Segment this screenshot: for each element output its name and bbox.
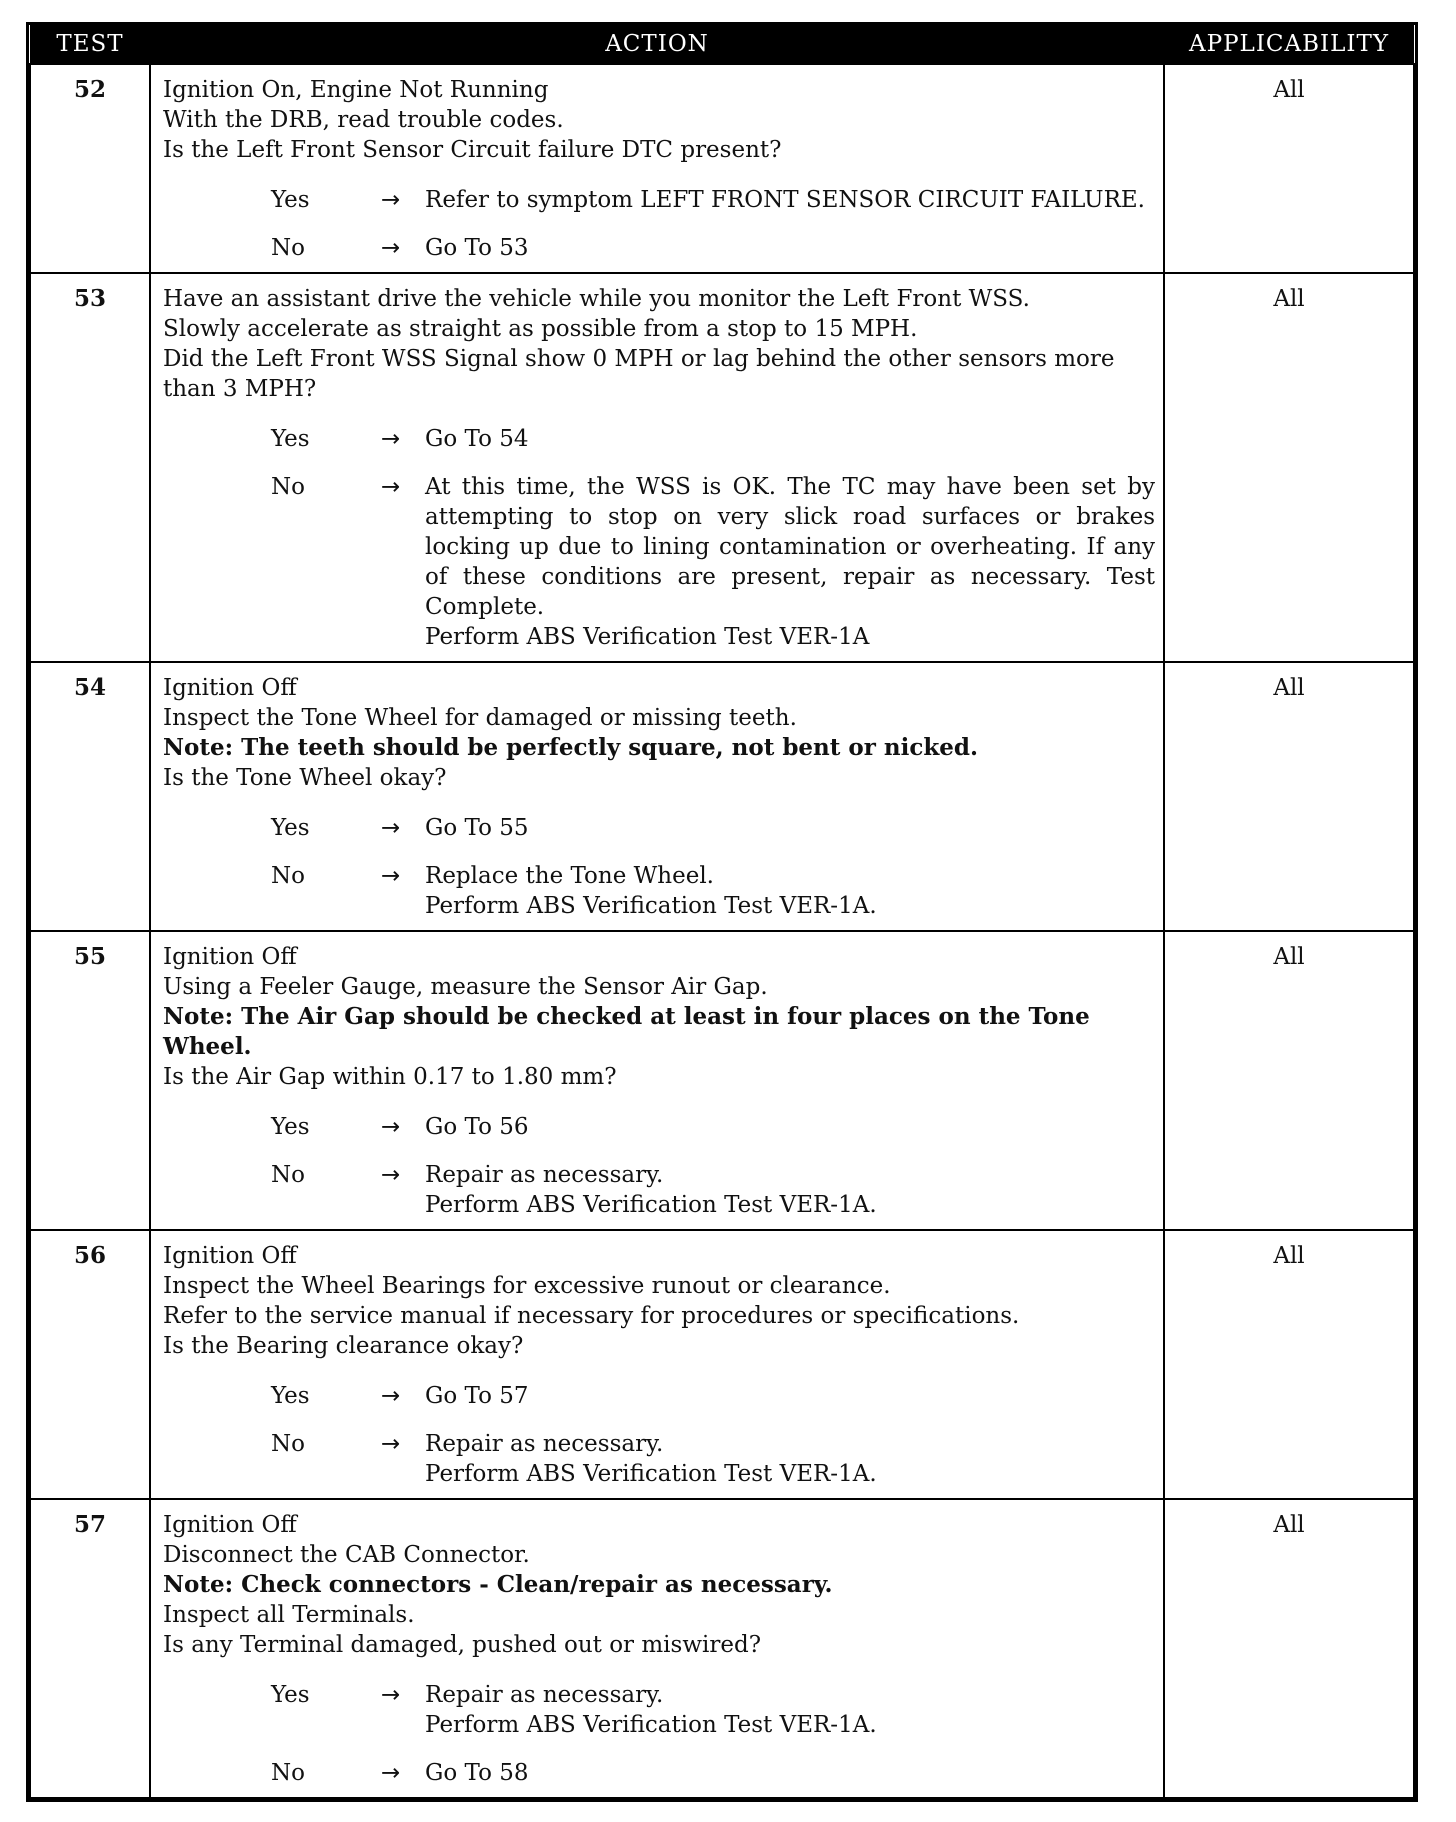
applicability-cell: All (1164, 273, 1414, 662)
response-no (163, 1429, 1155, 1489)
response-yes (163, 813, 1155, 843)
action-line: Slowly accelerate as straight as possible from a stop to 15 MPH. (163, 315, 918, 342)
action-line: Ignition Off (163, 943, 297, 970)
response-line: Go To 57 (425, 1383, 529, 1410)
response-line: Perform ABS Verification Test VER-1A. (425, 1711, 877, 1738)
response-label: No (271, 235, 305, 261)
table-row (30, 662, 1414, 931)
response-text (425, 424, 1155, 454)
action-line: Did the Left Front WSS Signal show 0 MPH or lag behind the other sensors more than 3 MPH? (163, 345, 1122, 402)
response-text (425, 1429, 1155, 1489)
response-text (425, 1112, 1155, 1142)
action-line: Is the Tone Wheel okay? (163, 765, 447, 792)
response-label: No (271, 863, 305, 890)
arrow-right-icon: → (381, 187, 401, 213)
action-line: Ignition Off (163, 675, 297, 702)
arrow-right-icon: → (381, 425, 401, 452)
response-text (425, 861, 1155, 921)
diagnostic-test-table (29, 25, 1415, 1799)
action-line: Inspect the Tone Wheel for damaged or missing teeth. (163, 705, 797, 732)
arrow-right-icon: → (381, 1113, 401, 1140)
action-cell (150, 64, 1164, 273)
response-label: Yes (271, 425, 310, 452)
response-line: Go To 53 (425, 235, 529, 261)
arrow-right-icon: → (381, 1759, 401, 1786)
action-cell (150, 1230, 1164, 1499)
response-line: Repair as necessary. (425, 1161, 664, 1188)
applicability-cell: All (1164, 1230, 1414, 1499)
action-line: Inspect all Terminals. (163, 1601, 415, 1628)
response-line: Perform ABS Verification Test VER-1A. (425, 1191, 877, 1218)
table-row (30, 931, 1414, 1230)
test-number: 56 (30, 1230, 150, 1499)
applicability-cell: All (1164, 64, 1414, 273)
response-label: Yes (271, 1681, 310, 1708)
action-line: Have an assistant drive the vehicle while you monitor the Left Front WSS. (163, 285, 1030, 312)
test-table-sheet (26, 22, 1418, 1802)
response-no (163, 233, 1155, 263)
response-no (163, 1160, 1155, 1220)
response-line: Refer to symptom LEFT FRONT SENSOR CIRCUIT FAILURE. (425, 187, 1145, 213)
action-line: Is any Terminal damaged, pushed out or miswired? (163, 1631, 762, 1658)
arrow-right-icon: → (381, 1383, 401, 1410)
header-applicability: APPLICABILITY (1164, 25, 1414, 64)
action-cell (150, 273, 1164, 662)
response-label: Yes (271, 1383, 310, 1410)
response-line: Repair as necessary. (425, 1681, 664, 1708)
applicability-cell: All (1164, 931, 1414, 1230)
response-line: At this time, the WSS is OK. The TC may have been set by attempting to stop on very slick road surfaces or brakes locking up due to lining contamination or overheating. If any of these conditions are present, repair as necessary. Test Complete. (425, 473, 1155, 620)
response-text (425, 1160, 1155, 1220)
test-number: 53 (30, 273, 150, 662)
header-action: ACTION (150, 25, 1164, 64)
response-line: Go To 58 (425, 1759, 529, 1786)
response-text (425, 1758, 1155, 1788)
action-line: Disconnect the CAB Connector. (163, 1541, 530, 1568)
test-number: 52 (30, 64, 150, 273)
action-line: Ignition Off (163, 1243, 297, 1270)
response-yes (163, 1680, 1155, 1740)
arrow-right-icon: → (381, 815, 401, 842)
response-no (163, 1758, 1155, 1788)
response-label: Yes (271, 187, 310, 213)
arrow-right-icon: → (381, 863, 401, 890)
action-note: Note: The Air Gap should be checked at least in four places on the Tone Wheel. (163, 1002, 1098, 1060)
response-yes (163, 424, 1155, 454)
action-line: Ignition Off (163, 1511, 297, 1538)
action-line: Is the Air Gap within 0.17 to 1.80 mm? (163, 1063, 617, 1090)
response-yes (163, 185, 1155, 215)
response-line: Go To 55 (425, 815, 529, 842)
arrow-right-icon: → (381, 235, 401, 261)
action-line: Inspect the Wheel Bearings for excessive runout or clearance. (163, 1273, 891, 1300)
response-text (425, 1381, 1155, 1411)
response-text (425, 185, 1155, 215)
applicability-cell: All (1164, 662, 1414, 931)
response-label: No (271, 473, 305, 500)
table-row (30, 1499, 1414, 1798)
test-number: 57 (30, 1499, 150, 1798)
test-number: 54 (30, 662, 150, 931)
table-row (30, 64, 1414, 273)
response-no (163, 861, 1155, 921)
action-line: Refer to the service manual if necessary for procedures or specifications. (163, 1303, 1020, 1330)
response-text (425, 472, 1155, 652)
response-line: Perform ABS Verification Test VER-1A. (425, 1461, 877, 1488)
arrow-right-icon: → (381, 1681, 401, 1708)
response-line: Go To 56 (425, 1113, 529, 1140)
table-row (30, 273, 1414, 662)
test-number: 55 (30, 931, 150, 1230)
response-line: Repair as necessary. (425, 1431, 664, 1458)
response-text (425, 1680, 1155, 1740)
action-cell (150, 662, 1164, 931)
response-label: No (271, 1431, 305, 1458)
action-line: Is the Left Front Sensor Circuit failure DTC present? (163, 137, 782, 163)
header-test: TEST (30, 25, 150, 64)
response-label: Yes (271, 1113, 310, 1140)
response-text (425, 813, 1155, 843)
applicability-cell: All (1164, 1499, 1414, 1798)
table-header-row (30, 25, 1414, 64)
action-line: With the DRB, read trouble codes. (163, 107, 564, 133)
response-line: Perform ABS Verification Test VER-1A (425, 623, 870, 650)
response-yes (163, 1112, 1155, 1142)
response-yes (163, 1381, 1155, 1411)
response-no (163, 472, 1155, 652)
table-row (30, 1230, 1414, 1499)
arrow-right-icon: → (381, 473, 401, 500)
response-text (425, 233, 1155, 263)
response-label: No (271, 1161, 305, 1188)
action-cell (150, 931, 1164, 1230)
action-cell (150, 1499, 1164, 1798)
response-line: Perform ABS Verification Test VER-1A. (425, 893, 877, 920)
action-line: Is the Bearing clearance okay? (163, 1333, 524, 1360)
response-label: Yes (271, 815, 310, 842)
action-note: Note: The teeth should be perfectly square, not bent or nicked. (163, 734, 978, 762)
response-line: Replace the Tone Wheel. (425, 863, 714, 890)
response-line: Go To 54 (425, 425, 529, 452)
action-line: Using a Feeler Gauge, measure the Sensor Air Gap. (163, 973, 768, 1000)
arrow-right-icon: → (381, 1431, 401, 1458)
action-note: Note: Check connectors - Clean/repair as necessary. (163, 1570, 833, 1598)
response-label: No (271, 1759, 305, 1786)
action-line: Ignition On, Engine Not Running (163, 77, 549, 103)
arrow-right-icon: → (381, 1161, 401, 1188)
